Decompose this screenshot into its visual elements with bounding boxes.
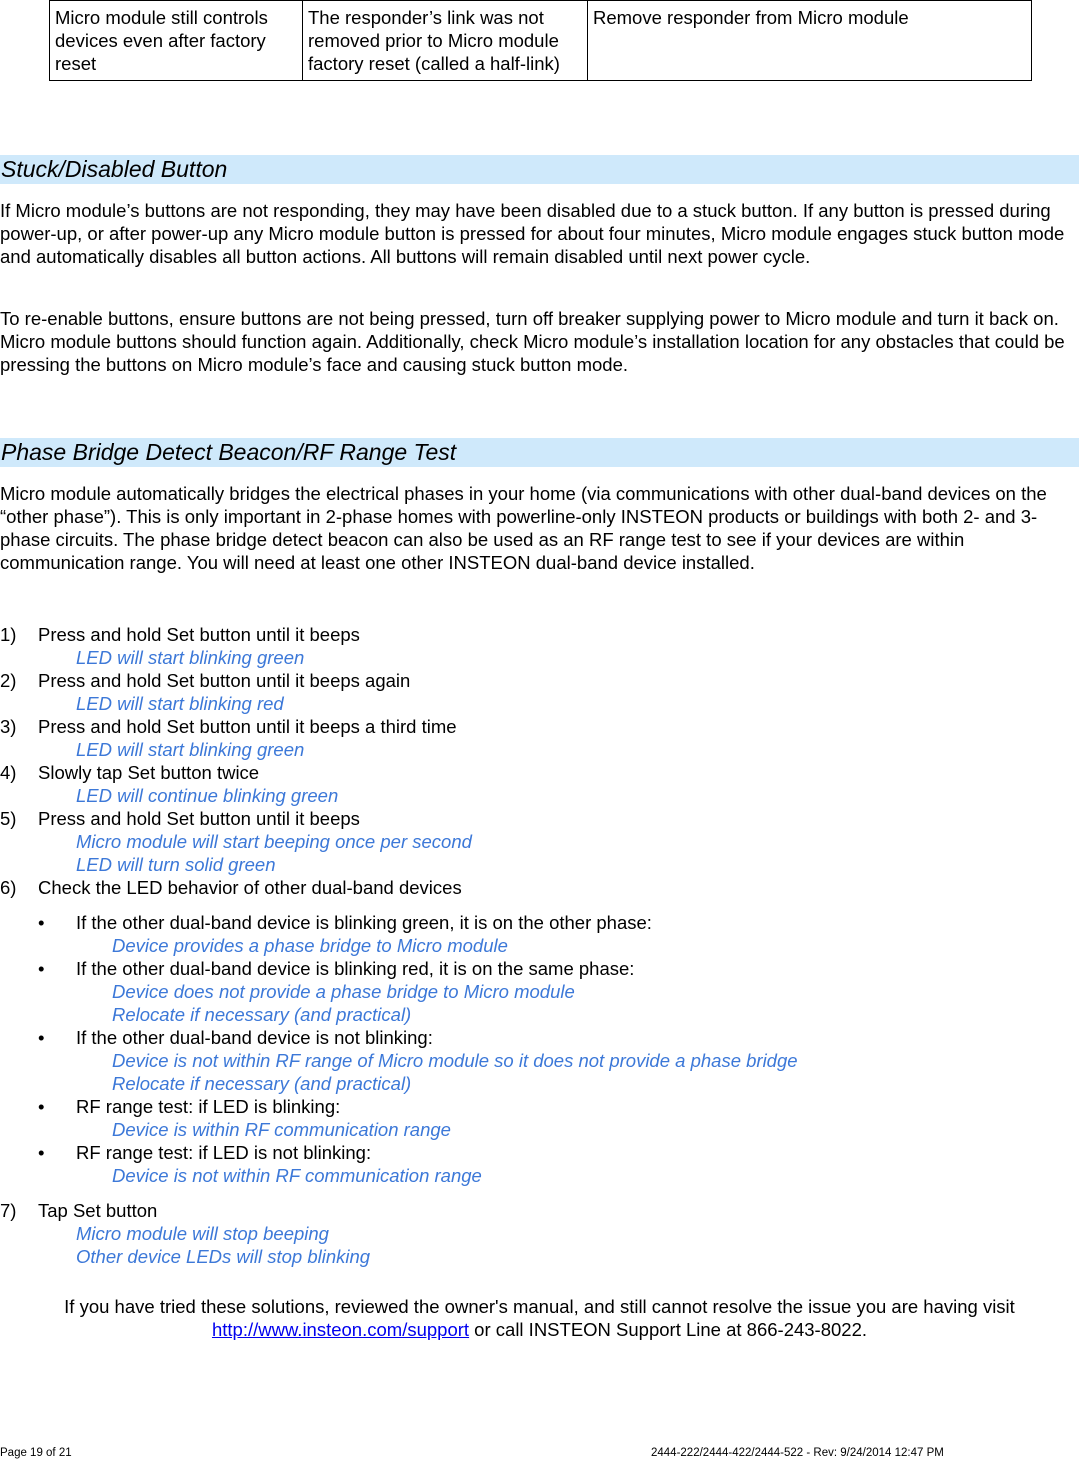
list-item [0,1095,1079,1141]
closing-note [0,1295,1079,1341]
list-item [0,1026,1079,1095]
list-item [0,1141,1079,1187]
step-number: 5) [0,808,17,829]
step-result: LED will start blinking green [76,647,305,668]
bullet-icon: • [38,1096,45,1117]
step-text: Press and hold Set button until it beeps again [38,670,411,691]
solution-cell: Remove responder from Micro module [588,1,1032,81]
problem-cell: Micro module still controls devices even after factory reset [50,1,303,81]
step-text: Press and hold Set button until it beeps [38,808,360,829]
step-result: Micro module will start beeping once per second [76,831,472,852]
bullet-text: RF range test: if LED is blinking: [76,1096,341,1117]
table-row [50,1,1032,81]
stuck-button-paragraph-1: If Micro module’s buttons are not responding, they may have been disabled due to a stuck button. If any button is pressed during power-up, or after power-up any Micro module button is pressed for about four minutes, Micro module engages stuck button mode and automatically disables all button actions. All buttons will remain disabled until next power cycle. [0,200,1065,267]
step-number: 6) [0,877,17,898]
steps-list [0,623,1079,899]
cause-cell: The responder’s link was not removed prior to Micro module factory reset (called a half-link) [303,1,588,81]
stuck-button-paragraph-2: To re-enable buttons, ensure buttons are not being pressed, turn off breaker supplying power to Micro module and turn it back on. Micro module buttons should function again. Additionally, check Micro module’s installation location for any obstacles that could be pressing the buttons on Micro module’s face and causing stuck button mode. [0,308,1065,375]
steps-list-continued [0,1199,1079,1268]
list-item [0,957,1079,1026]
step-text: Press and hold Set button until it beeps a third time [38,716,457,737]
step-number: 4) [0,762,17,783]
list-item [0,715,1079,761]
bullet-result: Device is not within RF range of Micro module so it does not provide a phase bridge [112,1050,798,1071]
bullet-text: If the other dual-band device is not blinking: [76,1027,433,1048]
revision-info: 2444-222/2444-422/2444-522 - Rev: 9/24/2014 12:47 PM [651,1447,944,1459]
closing-text-tail: or call INSTEON Support Line at 866-243-8022. [469,1319,868,1340]
bullet-text: If the other dual-band device is blinking green, it is on the other phase: [76,912,652,933]
bullet-result: Device is not within RF communication range [112,1165,482,1186]
bullet-text: If the other dual-band device is blinking red, it is on the same phase: [76,958,635,979]
step-number: 7) [0,1200,17,1221]
list-item [0,807,1079,876]
bullet-result: Relocate if necessary (and practical) [112,1004,412,1025]
step-number: 1) [0,624,17,645]
list-item [0,1199,1079,1268]
step-result: LED will turn solid green [76,854,276,875]
step-result: LED will continue blinking green [76,785,339,806]
bullets-list [0,911,1079,1187]
bullet-icon: • [38,1142,45,1163]
bullet-result: Relocate if necessary (and practical) [112,1073,412,1094]
closing-text: If you have tried these solutions, reviewed the owner's manual, and still cannot resolve the issue you are having visit [64,1296,1015,1317]
bullet-text: RF range test: if LED is not blinking: [76,1142,372,1163]
phase-bridge-paragraph: Micro module automatically bridges the electrical phases in your home (via communications with other dual-band devices on the “other phase”). This is only important in 2-phase homes with powerline-only INSTEON products or buildings with both 2- and 3- phase circuits. The phase bridge detect beacon can also be used as an RF range test to see if your devices are within communication range. You will need at least one other INSTEON dual-band device installed. [0,483,1047,573]
step-text: Press and hold Set button until it beeps [38,624,360,645]
bullet-icon: • [38,912,45,933]
step-text: Slowly tap Set button twice [38,762,260,783]
step-text: Tap Set button [38,1200,158,1221]
list-item [0,669,1079,715]
section-heading-stuck-button: Stuck/Disabled Button [0,155,1079,184]
step-result: Micro module will stop beeping [76,1223,329,1244]
bullet-result: Device does not provide a phase bridge to Micro module [112,981,575,1002]
bullet-icon: • [38,958,45,979]
step-number: 3) [0,716,17,737]
bullet-result: Device provides a phase bridge to Micro module [112,935,508,956]
bullet-result: Device is within RF communication range [112,1119,451,1140]
troubleshooting-table [49,0,1032,81]
section-heading-phase-bridge: Phase Bridge Detect Beacon/RF Range Test [0,438,1079,467]
step-result: LED will start blinking green [76,739,305,760]
page-number: Page 19 of 21 [0,1447,72,1459]
list-item [0,911,1079,957]
list-item [0,761,1079,807]
bullet-icon: • [38,1027,45,1048]
step-result: LED will start blinking red [76,693,284,714]
support-link[interactable]: http://www.insteon.com/support [211,1319,470,1340]
step-text: Check the LED behavior of other dual-band devices [38,877,462,898]
list-item [0,876,1079,899]
step-result: Other device LEDs will stop blinking [76,1246,371,1267]
list-item [0,623,1079,669]
step-number: 2) [0,670,17,691]
